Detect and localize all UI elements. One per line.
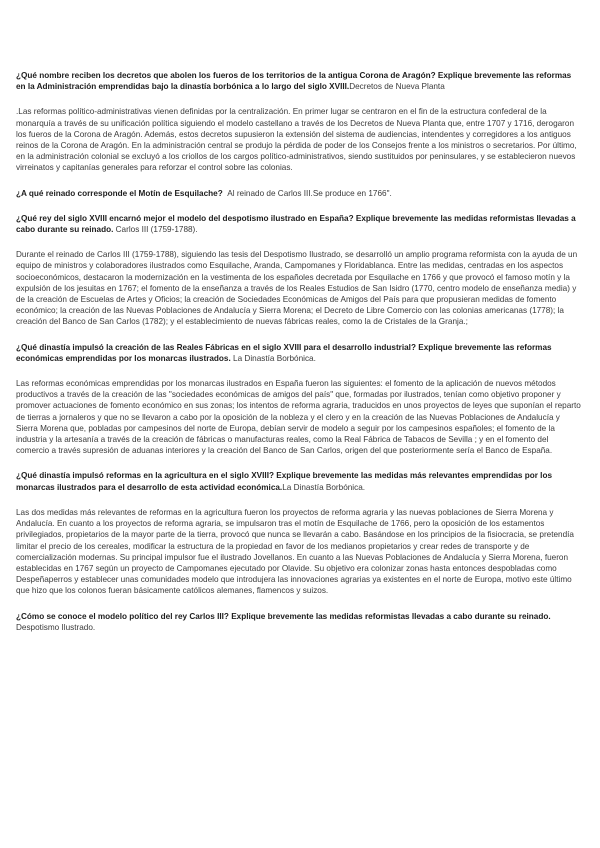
question-text: ¿A qué reinado corresponde el Motín de Esquilache?: [16, 188, 223, 198]
question-paragraph: [16, 611, 582, 633]
qa-item-6: [16, 611, 582, 633]
question-paragraph: [16, 70, 582, 92]
explanation-text: Las reformas económicas emprendidas por los monarcas ilustrados en España fueron las siguientes: el fomento de la aplicación de nuevos métodos productivos a través de la creación de las "sociedades económicas de amigos del país" que, formadas por ilustrados, tenían como objetivo proponer y promover actuaciones de fomento económico en sus zonas; los intentos de reforma agraria, traducidos en unos proyectos de leyes que suponían el reparto de tierras a jornaleros y que no se llevaron a cabo por la oposición de la nobleza y el clero y en la creación de las Nuevas Poblaciones de Andalucía y Sierra Morena que, pobladas por campesinos del norte de Europa, debían servir de modelo a seguir por los campesinos españoles; el fomento de la industria y la artesanía a través de la creación de fábricas o manufacturas reales, como la Real Fábrica de Tabacos de Sevilla ; y en el fomento del comercio a través supresión de aduanas interiores y la creación del Banco de San Carlos, origen del que posteriormente sería el Banco de España.: [16, 379, 581, 456]
short-answer: La Dinastía Borbónica.: [282, 482, 366, 492]
short-answer: La Dinastía Borbónica.: [233, 353, 316, 363]
question-text: ¿Qué rey del siglo XVIII encarnó mejor el modelo del despotismo ilustrado en España? Explique brevemente las medidas reformistas llevadas a cabo durante su reinado.: [16, 213, 576, 235]
explanation-4: [16, 378, 582, 456]
short-answer: Carlos III (1759-1788).: [115, 225, 198, 235]
question-paragraph: [16, 342, 582, 364]
qa-item-1: [16, 70, 582, 92]
qa-item-4: [16, 342, 582, 364]
document-page: [16, 70, 582, 647]
short-answer: Despotismo Ilustrado.: [16, 622, 96, 632]
explanation-text: .Las reformas político-administrativas vienen definidas por la centralización. En primer lugar se centraron en el fin de la estructura confederal de la monarquía a través de su unificación política siguiendo el modelo castellano a través de los Decretos de Nueva Planta que, entre 1707 y 1716, derogaron los fueros de la Corona de Aragón. Además, estos decretos supusieron la extensión del sistema de audiencias, intendentes y corregidores a los antiguos reinos de la Corona de Aragón. En la administración central se produjo la pérdida de poder de los Consejos frente a los ministros o secretarios. Por último, en la administración colonial se excluyó a los criollos de los cargos político-administrativos, siendo sustituidos por peninsulares, y se establecieron nuevos virreinatos y capitanías generales para reforzar el control sobre las colonias.: [16, 107, 577, 173]
question-text: ¿Cómo se conoce el modelo político del rey Carlos III? Explique brevemente las medidas reformistas llevadas a cabo durante su reinado.: [16, 611, 551, 621]
short-answer: Decretos de Nueva Planta: [349, 82, 445, 92]
short-answer: Al reinado de Carlos III.Se produce en 1766".: [227, 188, 392, 198]
question-paragraph: [16, 188, 582, 199]
qa-item-5: [16, 470, 582, 492]
explanation-text: Durante el reinado de Carlos III (1759-1788), siguiendo las tesis del Despotismo Ilustrado, se desarrolló un amplio programa reformista con la ayuda de un equipo de ministros y colaboradores ilustrados como Esquilache, Aranda, Campomanes y Floridablanca. Entre las medidas, centradas en los aspectos socioeconómicos, destacaron la modernización en la vestimenta de los españoles decretada por Esquilache en 1766 y que provocó el famoso motín y la expulsión de los jesuitas en 1767; el fomento de la enseñanza a través de los Reales Estudios de San Isidro (1770, centro modelo de enseñanza media) y de la creación de Escuelas de Artes y Oficios; la creación de Sociedades Económicas de Amigos del País para que propusieran medidas de fomento económico; la creación de las Nuevas Poblaciones de Andalucía y Sierra Morena; el Decreto de Libre Comercio con las colonias americanas (1778); la creación del Banco de San Carlos (1782); y el establecimiento de nuevas fábricas reales, como la de Cristales de la Granja.;: [16, 250, 578, 327]
explanation-3: [16, 249, 582, 327]
explanation-text: Las dos medidas más relevantes de reformas en la agricultura fueron los proyectos de reforma agraria y las nuevas poblaciones de Sierra Morena y Andalucía. En cuanto a los proyectos de reforma agraria, se impulsaron tras el motín de Esquilache de 1766, pero la oposición de los estamentos privilegiados, propietarios de la mayor parte de la tierra, provocó que nunca se llevarán a cabo. Basándose en los principios de la fisiocracia, se pretendía limitar el precio de los cereales, modificar la estructura de la propiedad en favor de los medianos propietarios y crear redes de transporte y de comercialización modernas. Su principal impulsor fue el ilustrado Jovellanos. En cuanto a las Nuevas Poblaciones de Andalucía y Sierra Morena, fueron establecidas en 1767 según un proyecto de Campomanes ejecutado por Olavide. Su objetivo era colonizar zonas hasta entonces despobladas como Despeñaperros y establecer unas comunidades modelo que introdujera las innovaciones agrarias ya existentes en el norte de Europa, motivo este último que hizo que los colonos fueran básicamente católicos alemanes, flamencos y suizos.: [16, 507, 574, 596]
explanation-5: [16, 507, 582, 597]
question-text: ¿Qué nombre reciben los decretos que abolen los fueros de los territorios de la antigua Corona de Aragón? Explique brevemente las reformas en la Administración emprendidas bajo la dinastía borbónica a lo largo del siglo XVIII.: [16, 71, 572, 92]
question-paragraph: [16, 213, 582, 235]
question-text: ¿Qué dinastía impulsó reformas en la agricultura en el siglo XVIII? Explique brevemente las medidas más relevantes emprendidas por los monarcas ilustrados para el desarrollo de esta actividad económica.: [16, 471, 553, 492]
question-text: ¿Qué dinastía impulsó la creación de las Reales Fábricas en el siglo XVIII para el desarrollo industrial? Explique brevemente las reformas económicas emprendidas por los monarcas ilustrados.: [16, 342, 552, 363]
qa-item-3: [16, 213, 582, 235]
question-paragraph: [16, 470, 582, 492]
qa-item-2: [16, 188, 582, 199]
explanation-1: [16, 106, 582, 173]
